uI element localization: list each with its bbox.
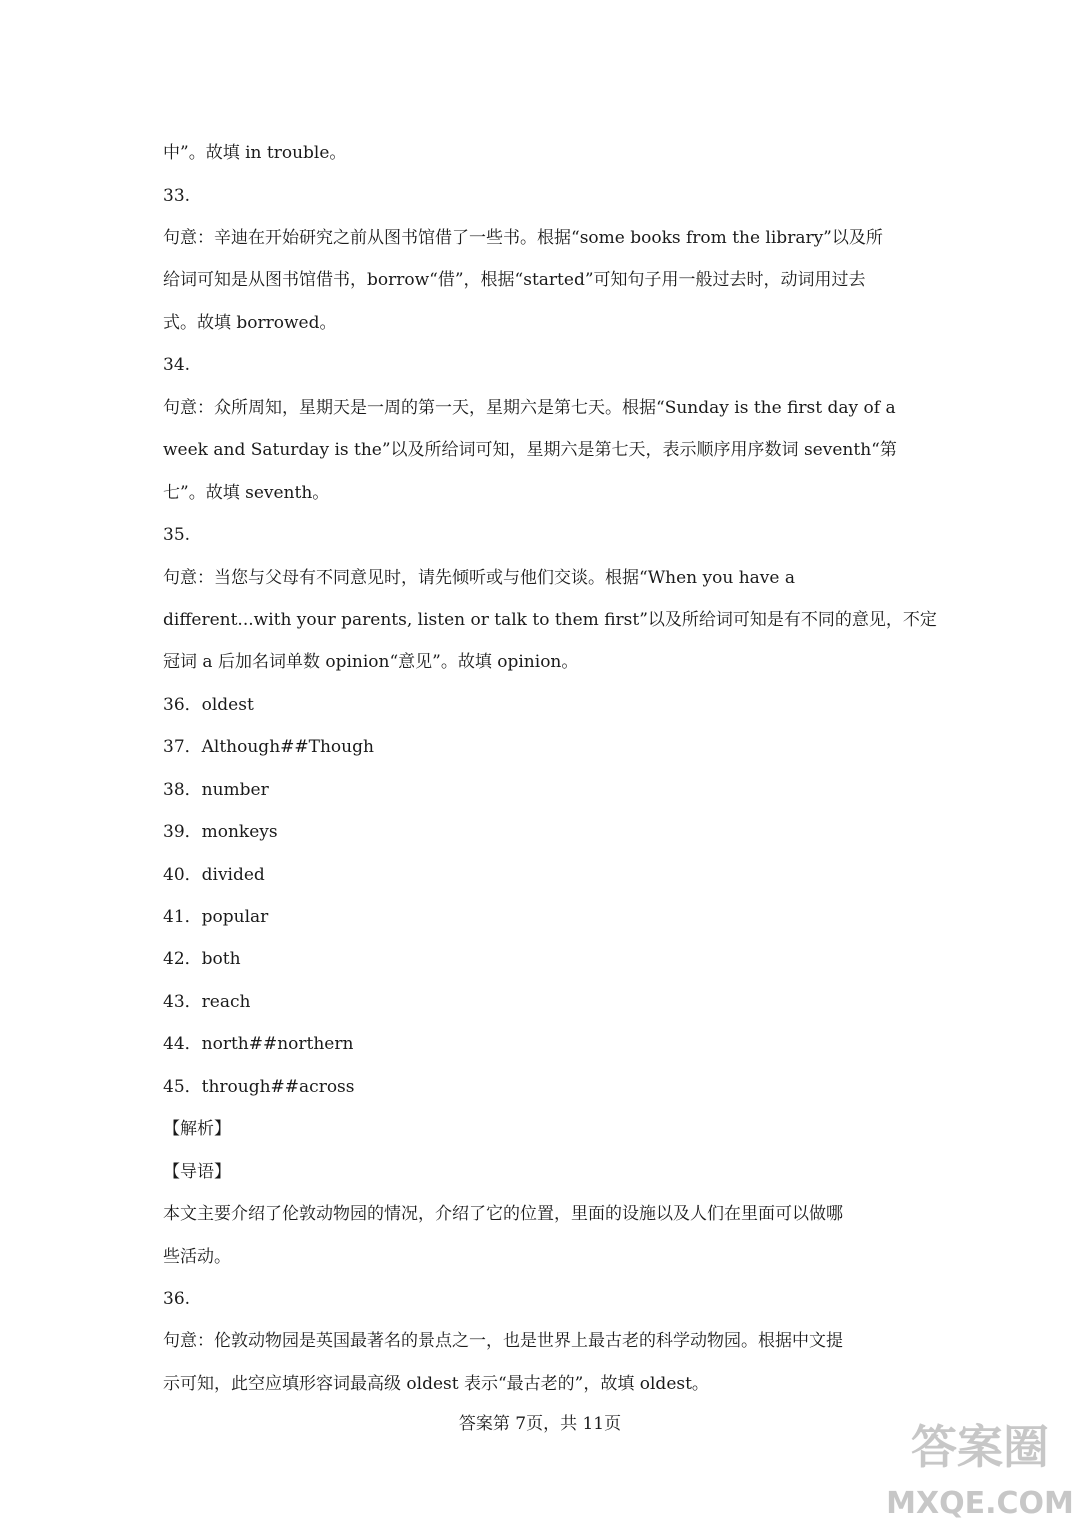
answer-item: 37．Although##Though xyxy=(163,737,374,757)
text-line: 冠词 a 后加名词单数 opinion“意见”。故填 opinion。 xyxy=(163,652,579,672)
question-number: 36. xyxy=(163,1289,191,1309)
section-heading: 【解析】 xyxy=(163,1119,231,1139)
text-line: 式。故填 borrowed。 xyxy=(163,313,337,333)
text-line: 七”。故填 seventh。 xyxy=(163,483,330,503)
text-line: 中”。故填 in trouble。 xyxy=(163,143,347,163)
page-footer: 答案第 7页，共 11页 xyxy=(458,1414,622,1434)
text-line: week and Saturday is the”以及所给词可知，星期六是第七天，表示顺序用序数词 seventh“第 xyxy=(163,440,897,460)
text-line: 本文主要介绍了伦敦动物园的情况，介绍了它的位置，里面的设施以及人们在里面可以做哪 xyxy=(163,1204,843,1224)
text-line: 给词可知是从图书馆借书，borrow“借”，根据“started”可知句子用一般过去时，动词用过去 xyxy=(163,270,866,290)
text-line: 句意：辛迪在开始研究之前从图书馆借了一些书。根据“some books from the library”以及所 xyxy=(163,228,883,248)
section-heading: 【导语】 xyxy=(163,1162,231,1182)
answer-item: 41．popular xyxy=(163,907,269,927)
text-line: 句意：伦敦动物园是英国最著名的景点之一，也是世界上最古老的科学动物园。根据中文提 xyxy=(163,1331,843,1351)
text-line: 示可知，此空应填形容词最高级 oldest 表示“最古老的”，故填 oldest。 xyxy=(163,1374,709,1394)
answer-item: 38．number xyxy=(163,780,269,800)
question-number: 35. xyxy=(163,525,191,545)
text-line: 些活动。 xyxy=(163,1247,231,1267)
text-line: different...with your parents, listen or talk to them first”以及所给词可知是有不同的意见，不定 xyxy=(163,610,937,630)
answer-item: 42．both xyxy=(163,949,241,969)
text-line: 句意：众所周知，星期天是一周的第一天，星期六是第七天。根据“Sunday is the first day of a xyxy=(163,398,896,418)
watermark-logo xyxy=(880,1405,1080,1527)
question-number: 33. xyxy=(163,186,191,206)
answer-item: 40．divided xyxy=(163,865,265,885)
answer-item: 39．monkeys xyxy=(163,822,278,842)
answer-item: 45．through##across xyxy=(163,1077,355,1097)
watermark-url: MXQE.COM xyxy=(886,1486,1074,1521)
question-number: 34. xyxy=(163,355,191,375)
answer-item: 43．reach xyxy=(163,992,251,1012)
text-line: 句意：当您与父母有不同意见时，请先倾听或与他们交谈。根据“When you have a xyxy=(163,568,796,588)
answer-item: 44．north##northern xyxy=(163,1034,354,1054)
watermark-text: 答案圈 xyxy=(911,1420,1049,1474)
answer-item: 36．oldest xyxy=(163,695,254,715)
